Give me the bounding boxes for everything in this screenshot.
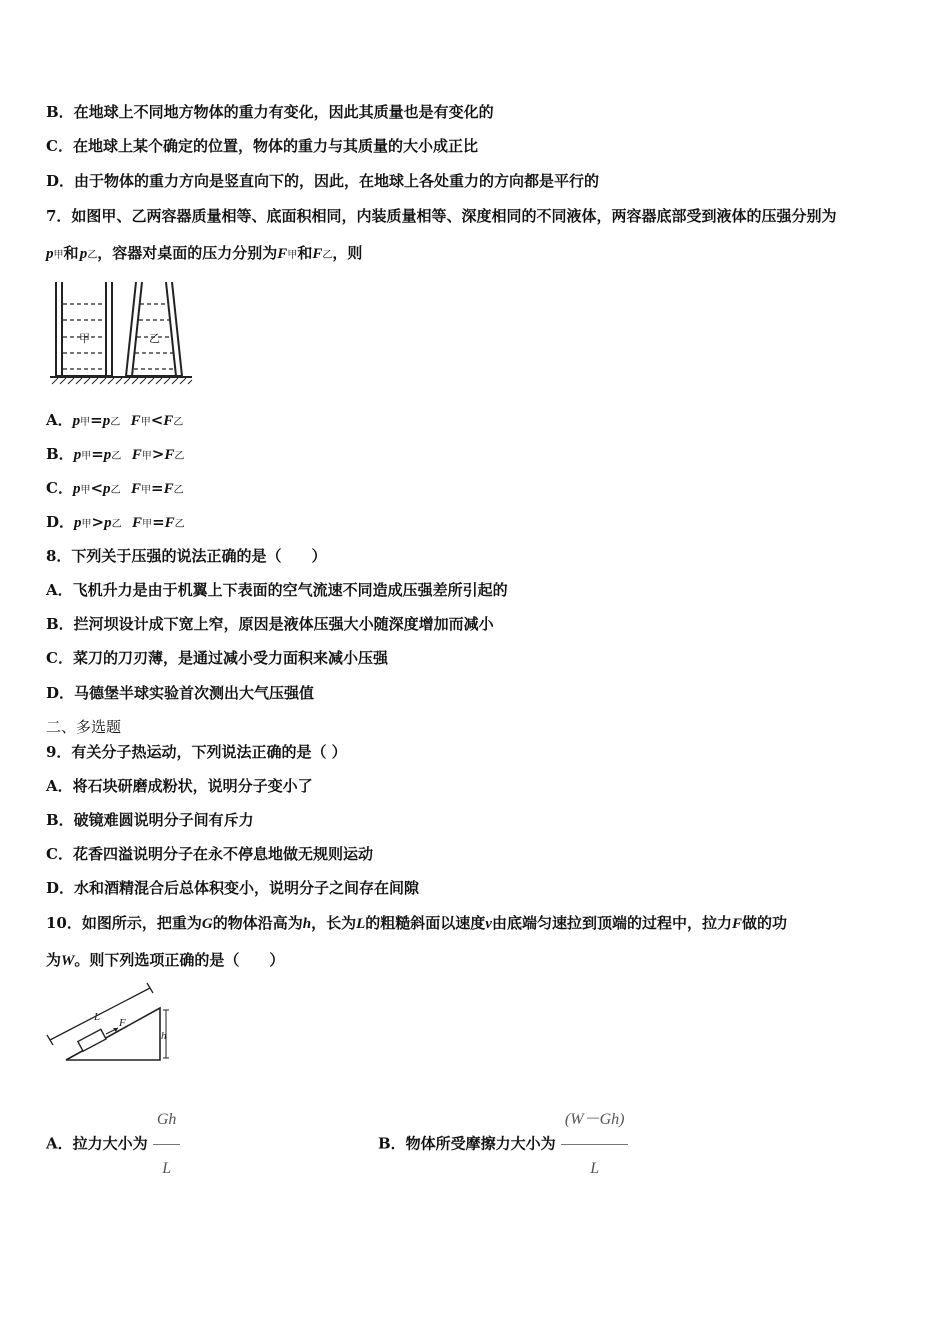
q8-option-b: B．拦河坝设计成下宽上窄，原因是液体压强大小随深度增加而减小	[46, 615, 494, 633]
fig-label-yi: 乙	[149, 332, 160, 345]
q6-option-b: B．在地球上不同地方物体的重力有变化，因此其质量也是有变化的	[46, 103, 494, 121]
fig-label-jia: 甲	[79, 332, 90, 345]
section-heading: 二、多选题	[46, 718, 122, 736]
fraction-gh-over-l: $\frac{Gh}{L}$	[153, 1098, 181, 1191]
fig-label-L: L	[94, 1011, 101, 1023]
fraction-w-minus-gh-over-l: $\frac{(W-Gh)}{L}$	[561, 1098, 629, 1191]
q7-option-c: C．p甲<p乙 F甲=F乙	[46, 479, 184, 497]
q9-stem: 9．有关分子热运动，下列说法正确的是（ ）	[46, 743, 347, 761]
q10-stem-line2: 为W。则下列选项正确的是（ ）	[46, 951, 285, 969]
q10-stem-line1: 10．如图所示，把重为G的物体沿高为h，长为L的粗糙斜面以速度v由底端匀速拉到顶端的过程中，拉力F做的功	[46, 914, 787, 932]
q7-option-a: A．p甲=p乙 F甲<F乙	[46, 411, 184, 429]
fig-label-F: F	[119, 1017, 126, 1029]
q9-option-c: C．花香四溢说明分子在永不停息地做无规则运动	[46, 845, 373, 863]
q8-stem: 8．下列关于压强的说法正确的是（ ）	[46, 547, 327, 565]
q9-option-a: A．将石块研磨成粉状，说明分子变小了	[46, 777, 313, 795]
q7-option-b: B．p甲=p乙 F甲>F乙	[46, 445, 185, 463]
q9-option-d: D．水和酒精混合后总体积变小，说明分子之间存在间隙	[46, 879, 420, 897]
fig-label-h: h	[161, 1030, 167, 1042]
q10-option-a: A．拉力大小为 $\frac{Gh}{L}$	[46, 1098, 180, 1191]
q10-option-b: B．物体所受摩擦力大小为 $\frac{(W-Gh)}{L}$	[378, 1098, 628, 1191]
q6-option-d: D．由于物体的重力方向是竖直向下的，因此，在地球上各处重力的方向都是平行的	[46, 172, 600, 190]
q7-stem-line1: 7．如图甲、乙两容器质量相等、底面积相同，内装质量相等、深度相同的不同液体，两容器底部受到液体的压强分别为	[46, 207, 837, 225]
q8-option-c: C．菜刀的刀刃薄，是通过减小受力面积来减小压强	[46, 649, 388, 667]
q10-incline-figure	[42, 982, 182, 1066]
q9-option-b: B．破镜难圆说明分子间有斥力	[46, 811, 254, 829]
q7-stem-line2: p甲和 p乙，容器对桌面的压力分别为F甲和F乙，则	[46, 244, 363, 262]
q8-option-a: A．飞机升力是由于机翼上下表面的空气流速不同造成压强差所引起的	[46, 581, 508, 599]
q8-option-d: D．马德堡半球实验首次测出大气压强值	[46, 684, 315, 702]
q6-option-c: C．在地球上某个确定的位置，物体的重力与其质量的大小成正比	[46, 137, 478, 155]
q7-containers-figure	[46, 280, 196, 388]
q7-option-d: D．p甲>p乙 F甲=F乙	[46, 513, 185, 531]
